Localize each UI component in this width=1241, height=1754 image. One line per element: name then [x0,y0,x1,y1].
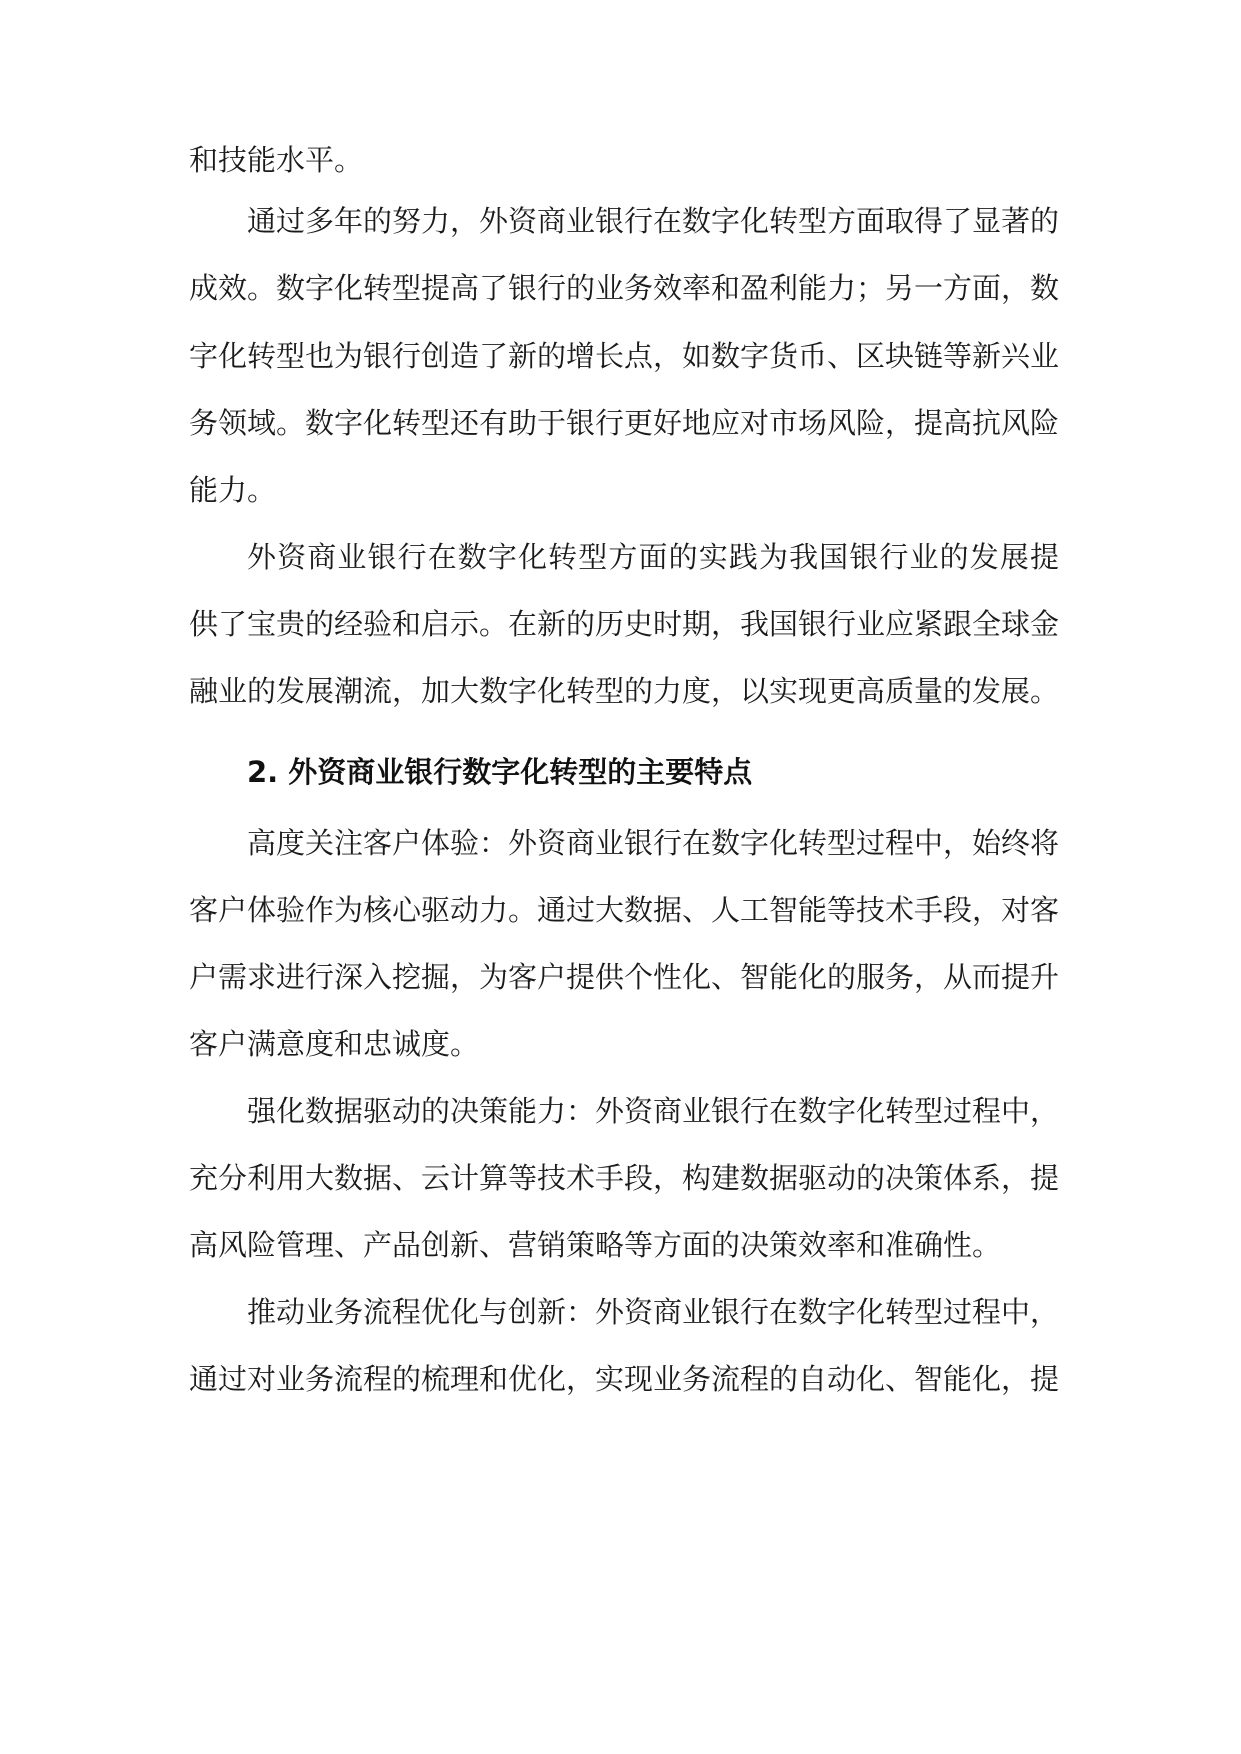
paragraph-line: 通过对业务流程的梳理和优化，实现业务流程的自动化、智能化，提 [189,1362,1060,1396]
paragraph-line: 通过多年的努力，外资商业银行在数字化转型方面取得了显著的 [247,204,1060,238]
paragraph-line: 外资商业银行在数字化转型方面的实践为我国银行业的发展提 [247,540,1059,574]
paragraph-line: 高风险管理、产品创新、营销策略等方面的决策效率和准确性。 [189,1228,1002,1262]
paragraph-line: 高度关注客户体验：外资商业银行在数字化转型过程中，始终将 [247,826,1060,860]
paragraph-line: 能力。 [189,473,277,507]
paragraph-line: 客户满意度和忠诚度。 [189,1027,480,1061]
paragraph-line: 供了宝贵的经验和启示。在新的历史时期，我国银行业应紧跟全球金 [189,607,1060,641]
paragraph-line: 户需求进行深入挖掘，为客户提供个性化、智能化的服务，从而提升 [189,960,1060,994]
paragraph-line: 成效。数字化转型提高了银行的业务效率和盈利能力；另一方面，数 [189,271,1060,305]
paragraph-line: 务领域。数字化转型还有助于银行更好地应对市场风险，提高抗风险 [189,406,1060,440]
paragraph-line: 和技能水平。 [189,143,364,177]
paragraph-line: 充分利用大数据、云计算等技术手段，构建数据驱动的决策体系，提 [189,1161,1060,1195]
paragraph-line: 强化数据驱动的决策能力：外资商业银行在数字化转型过程中， [247,1094,1060,1128]
paragraph-line: 融业的发展潮流，加大数字化转型的力度，以实现更高质量的发展。 [189,674,1060,708]
paragraph-line: 推动业务流程优化与创新：外资商业银行在数字化转型过程中， [247,1295,1060,1329]
section-heading: 2. 外资商业银行数字化转型的主要特点 [247,755,753,789]
paragraph-line: 客户体验作为核心驱动力。通过大数据、人工智能等技术手段，对客 [189,893,1060,927]
paragraph-line: 字化转型也为银行创造了新的增长点，如数字货币、区块链等新兴业 [189,339,1060,373]
